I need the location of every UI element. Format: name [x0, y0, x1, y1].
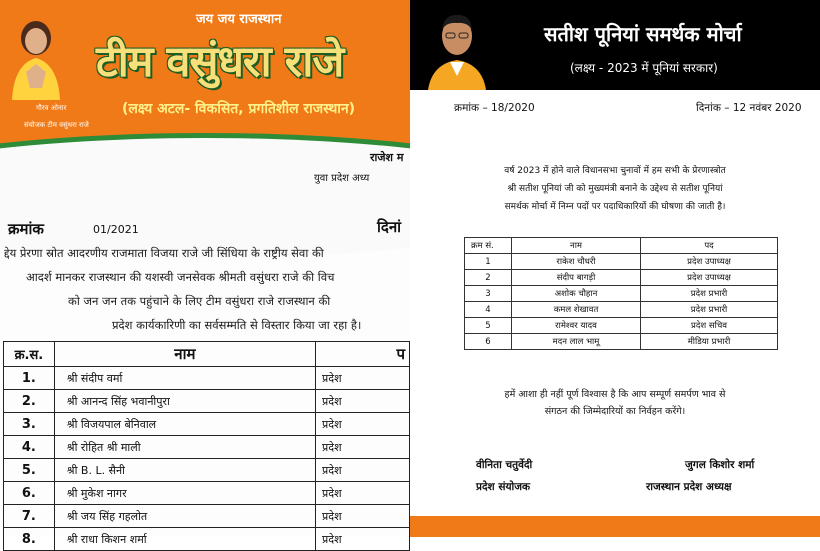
header-name: नाम	[512, 238, 641, 254]
footer-band	[410, 516, 820, 537]
row-name: श्री संदीप वर्मा	[54, 367, 315, 390]
paragraph-line: आदर्श मानकर राजस्थान की यशस्वी जनसेवक श्रीमती वसुंधरा राजे की विच	[26, 270, 335, 284]
morcha-subtitle: (लक्ष्य - 2023 में पूनियां सरकार)	[570, 61, 718, 75]
row-name: श्री मुकेश नागर	[54, 482, 315, 505]
signatory-name: राजेश म	[370, 151, 404, 164]
row-post: प्रदेश प्रभारी	[641, 302, 778, 318]
row-post: प्रदेश	[316, 528, 410, 551]
paragraph-line: द्देय प्रेरणा स्रोत आदरणीय राजमाता विजया राजे जी सिंधिया के राष्ट्रीय सेवा की	[4, 246, 324, 260]
row-post: प्रदेश उपाध्यक्ष	[641, 270, 778, 286]
table-row	[465, 334, 778, 350]
header-post: पद	[641, 238, 778, 254]
signatory-role: युवा प्रदेश अध्य	[314, 173, 370, 184]
team-subtitle: (लक्ष्य अटल- विकसित, प्रगतिशील राजस्थान)	[122, 101, 356, 117]
signatory-2-name: जुगल किशोर शर्मा	[685, 459, 755, 471]
row-name: श्री विजयपाल बेनिवाल	[54, 413, 315, 436]
table-row	[465, 302, 778, 318]
row-post: मीडिया प्रभारी	[641, 334, 778, 350]
paragraph-line: वर्ष 2023 में होने वाले विधानसभा चुनावों में हम सभी के प्रेरणास्त्रोत	[504, 166, 726, 176]
row-serial: 8.	[4, 528, 55, 551]
closing-line: हमें आशा ही नहीं पूर्ण विश्वास है कि आप सम्पूर्ण समर्पण भाव से	[504, 389, 726, 400]
kramank-label: क्रमांक	[8, 220, 44, 238]
row-name: अशोक चौहान	[512, 286, 641, 302]
table-header-row	[4, 342, 410, 367]
row-post: प्रदेश उपाध्यक्ष	[641, 254, 778, 270]
coordinator-name: गौरव ओनार	[36, 104, 67, 112]
signatory-1-role: प्रदेश संयोजक	[476, 481, 531, 493]
table-row	[4, 436, 410, 459]
leader-portrait	[424, 6, 490, 90]
row-post: प्रदेश	[316, 413, 410, 436]
row-post: प्रदेश सचिव	[641, 318, 778, 334]
row-serial: 1	[465, 254, 512, 270]
table-header-row	[465, 238, 778, 254]
table-row	[465, 270, 778, 286]
row-post: प्रदेश	[316, 482, 410, 505]
row-serial: 5.	[4, 459, 55, 482]
row-serial: 6.	[4, 482, 55, 505]
row-name: राकेश चौधरी	[512, 254, 641, 270]
table-row	[465, 254, 778, 270]
row-post: प्रदेश	[316, 390, 410, 413]
slogan: जय जय राजस्थान	[196, 12, 282, 27]
row-name: श्री B. L. सैनी	[54, 459, 315, 482]
row-name: मदन लाल भामू	[512, 334, 641, 350]
row-serial: 3	[465, 286, 512, 302]
appointments-table	[464, 237, 778, 350]
header-post: प	[316, 342, 410, 367]
paragraph-line: समर्थक मोर्चा में निम्न पदों पर पदाधिकारियों की घोषणा की जाती है।	[504, 202, 726, 212]
row-name: रामेश्वर यादव	[512, 318, 641, 334]
row-serial: 1.	[4, 367, 55, 390]
signatory-1-name: वीनिता चतुर्वेदी	[476, 459, 533, 471]
table-row	[4, 367, 410, 390]
paragraph-line: को जन जन तक पहुंचाने के लिए टीम वसुंधरा राजे राजस्थान की	[68, 294, 331, 308]
table-row	[4, 505, 410, 528]
paragraph-line: श्री सतीश पूनियां जी को मुख्यमंत्री बनाने के उद्देश्य से सतीश पूनियां	[507, 184, 723, 194]
row-name: श्री राधा किशन शर्मा	[54, 528, 315, 551]
row-serial: 7.	[4, 505, 55, 528]
kramank-value: 01/2021	[93, 223, 139, 236]
table-row	[4, 482, 410, 505]
dinank: दिनांक – 12 नवंबर 2020	[696, 102, 802, 114]
row-serial: 3.	[4, 413, 55, 436]
morcha-title: सतीश पूनियां समर्थक मोर्चा	[544, 22, 742, 46]
paragraph-line: प्रदेश कार्यकारिणी का सर्वसम्मति से विस्तार किया जा रहा है।	[112, 318, 362, 332]
row-post: प्रदेश	[316, 367, 410, 390]
table-row	[4, 528, 410, 551]
members-table	[3, 341, 410, 551]
row-serial: 4.	[4, 436, 55, 459]
leader-portrait	[6, 12, 66, 100]
row-name: श्री आनन्द सिंह भवानीपुरा	[54, 390, 315, 413]
header-serial: क्र.स.	[4, 342, 55, 367]
row-post: प्रदेश	[316, 436, 410, 459]
header-name: नाम	[54, 342, 315, 367]
right-letter	[410, 0, 820, 537]
left-letter	[0, 0, 410, 547]
coordinator-role: संयोजक टीम वसुंधरा राजे	[24, 121, 89, 129]
dinank-label: दिनां	[377, 218, 402, 236]
row-post: प्रदेश	[316, 459, 410, 482]
row-name: श्री जय सिंह गहलोत	[54, 505, 315, 528]
row-serial: 4	[465, 302, 512, 318]
row-serial: 2	[465, 270, 512, 286]
row-name: श्री रोहित श्री माली	[54, 436, 315, 459]
signatory-2-role: राजस्थान प्रदेश अध्यक्ष	[646, 481, 732, 493]
table-row	[4, 390, 410, 413]
closing-line: संगठन की जिम्मेदारियों का निर्वहन करेंगे।	[544, 406, 686, 417]
kramank: क्रमांक – 18/2020	[454, 102, 535, 114]
row-serial: 2.	[4, 390, 55, 413]
row-serial: 6	[465, 334, 512, 350]
table-row	[465, 286, 778, 302]
header-serial: क्रम सं.	[465, 238, 512, 254]
row-post: प्रदेश प्रभारी	[641, 286, 778, 302]
table-row	[4, 413, 410, 436]
table-row	[4, 459, 410, 482]
team-title: टीम वसुंधरा राजे	[96, 37, 344, 87]
table-row	[465, 318, 778, 334]
row-name: कमल शेखावत	[512, 302, 641, 318]
row-post: प्रदेश	[316, 505, 410, 528]
row-serial: 5	[465, 318, 512, 334]
row-name: संदीप बागड़ी	[512, 270, 641, 286]
